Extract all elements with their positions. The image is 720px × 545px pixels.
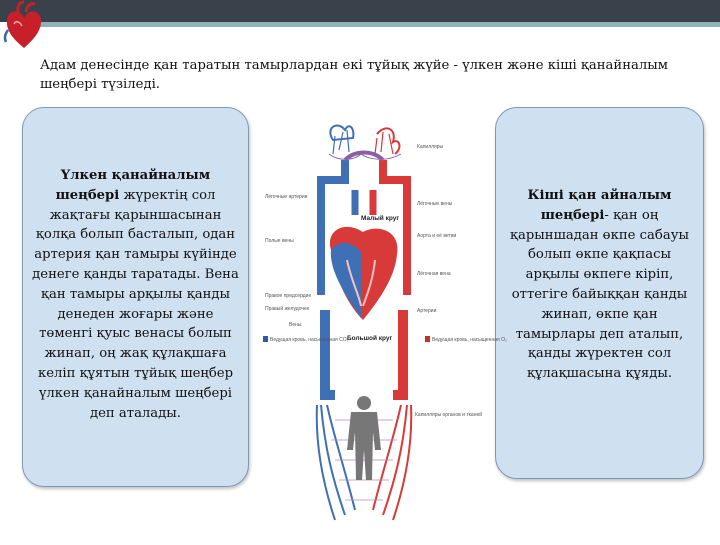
pulmonary-circulation-box xyxy=(495,107,704,479)
circulation-diagram xyxy=(255,120,507,545)
label-pulmonary-vein: Лёгочная вена xyxy=(417,271,451,277)
label-pulmonary-veins: Лёгочные вены xyxy=(417,201,453,207)
label-aorta: Аорта и её ветви xyxy=(417,233,457,239)
intro-text: Адам денесінде қан таратын тамырлардан екі тұйық жүйе - үлкен және кіші қанайналым шеңбері түзіледі. xyxy=(40,58,668,92)
title-bar-accent xyxy=(36,22,720,27)
label-right-ventricle: Правый желудочек xyxy=(265,306,309,312)
big-circle-label: Большой круг xyxy=(347,335,393,342)
legend-o2: Ведущая кровь, насыщенная O₂ xyxy=(432,337,507,343)
systemic-circulation-description: жүректің сол жақтағы қарыншасынан қолқа болып басталып, одан артерия қан тамыры күйінде денеге қанды таратады. Вена қан тамыры арқылы қанды денеден жоғары және төменгі қуыс венасы болып жинап, оң жақ құлақшаға келіп құятын тұйық шеңбер үлкен қанайналым шеңбері деп аталады. xyxy=(32,187,239,421)
systemic-circulation-text xyxy=(31,166,240,423)
systemic-circulation-term: Үлкен қанайналым шеңбері xyxy=(55,168,211,203)
label-veins: Вены xyxy=(289,322,302,328)
pulmonary-circulation-term: Кіші қан айналым шеңбері xyxy=(527,188,672,223)
heart-logo-icon xyxy=(2,0,46,52)
label-pulmonary-arteries: Лёгочные артерии xyxy=(265,194,308,200)
legend-red-swatch xyxy=(425,336,430,342)
title-bar xyxy=(0,0,720,22)
label-tissue-capillaries: Капилляры органов и тканей xyxy=(415,412,483,418)
label-right-atrium: Правое предсердие xyxy=(265,293,312,299)
pulmonary-circulation-description: - қан оң қарыншадан өкпе сабауы болып өкпе қақпасы арқылы өкпеге кіріп, оттегіге байыққан қанды жинап, өкпе қан тамырлары деп аталып, қанды жүректен сол құлақшасына құяды. xyxy=(510,207,689,382)
human-silhouette xyxy=(347,396,381,480)
small-circle-label: Малый круг xyxy=(361,215,400,222)
legend-co2: Ведущая кровь, насыщенная CO₂ xyxy=(270,337,349,343)
pulmonary-circulation-text xyxy=(504,186,695,384)
label-vena-cava: Полые вены xyxy=(265,238,294,244)
label-arteries: Артерии xyxy=(417,308,437,314)
legend-blue-swatch xyxy=(263,336,268,342)
systemic-circulation-box xyxy=(22,107,249,487)
heart-diagram xyxy=(330,227,398,320)
label-capillaries: Капилляры xyxy=(417,144,444,150)
